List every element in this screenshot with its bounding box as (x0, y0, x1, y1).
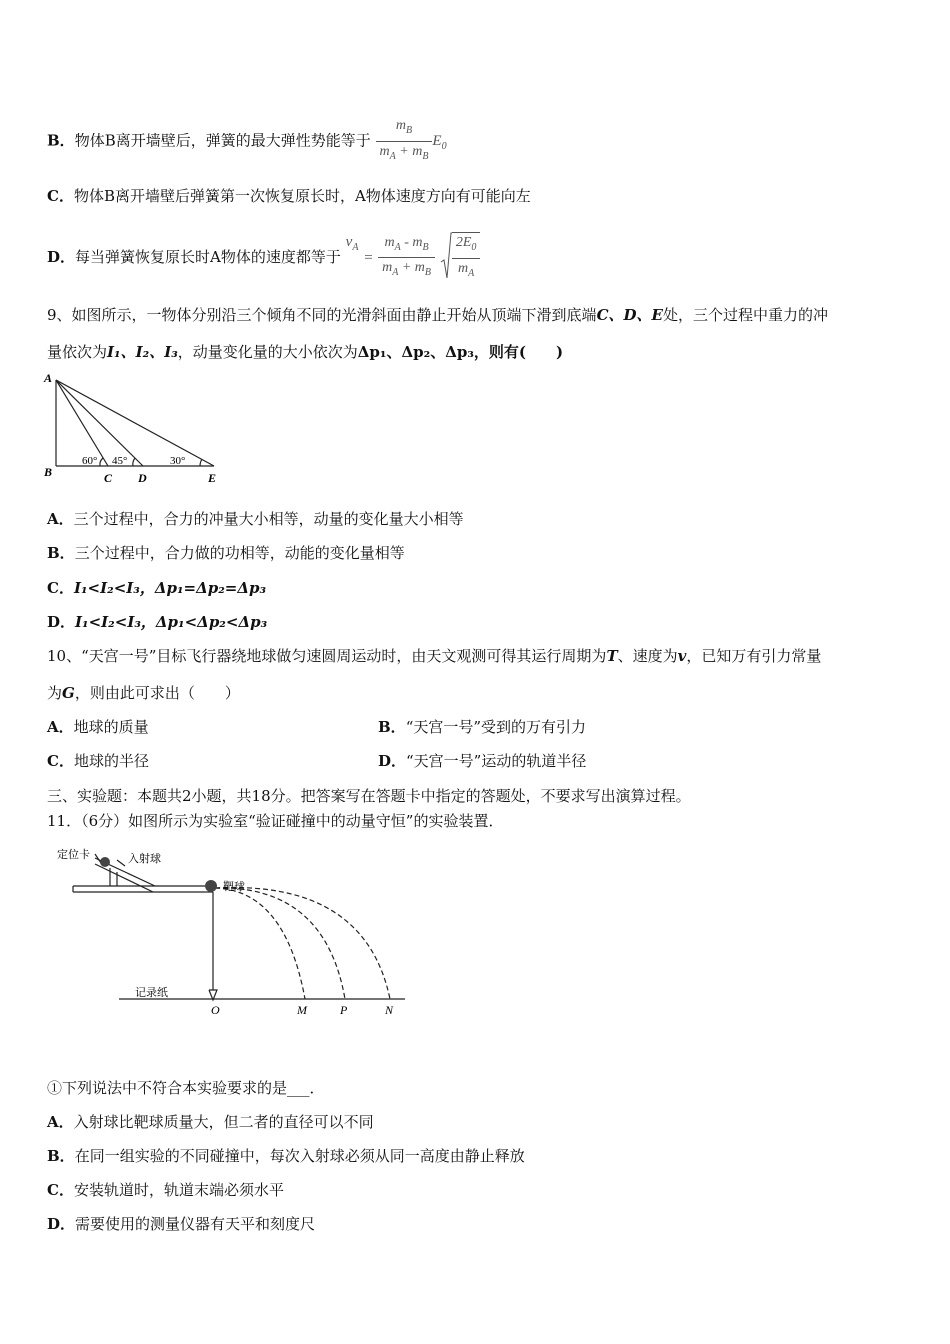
label-c: C (104, 471, 113, 485)
label-e: E (208, 471, 217, 485)
q11-sub-question-1: ①下列说法中不符合本实验要求的是___． (47, 1079, 325, 1097)
label-target-ball: 靶球 (223, 881, 245, 893)
label-record-paper: 记录纸 (135, 987, 168, 999)
equals-sign: = (363, 249, 374, 266)
energy-symbol: $E_0$ (432, 133, 447, 153)
label-n: N (385, 1003, 394, 1017)
q8-option-b (47, 116, 447, 167)
radical-sign-icon (440, 232, 452, 280)
label-d: D (138, 471, 147, 485)
energy-fraction: $\frac{m_B}{m_A + m_B}$ (376, 116, 433, 167)
mass-fraction: $\frac{m_A - m_B}{m_A + m_B}$ (378, 233, 435, 284)
square-root: $\frac{2E_0}{m_A}$ (440, 232, 481, 284)
q11-stem: 11．（6分）如图所示为实验室“验证碰撞中的动量守恒”的实验装置． (47, 812, 504, 830)
section-three-heading: 三、实验题：本题共2小题，共18分。把答案写在答题卡中指定的答题处，不要求写出演算过程。 (47, 787, 691, 805)
option-text: 物体B离开墙壁后弹簧第一次恢复原长时，A物体速度方向有可能向左 (73, 187, 531, 205)
q9-option-b: B．三个过程中，合力做的功相等，动能的变化量相等 (47, 544, 405, 562)
label-a: A (44, 371, 53, 385)
q10-stem-line2: 为G，则由此可求出（ ） (47, 684, 240, 702)
velocity-symbol: $v_A$ (345, 234, 359, 253)
label-p: P (340, 1003, 348, 1017)
q9-option-c: C．I₁<I₂<I₃，Δp₁=Δp₂=Δp₃ (47, 579, 267, 597)
q11-option-b: B．在同一组实验的不同碰撞中，每次入射球必须从同一高度由静止释放 (47, 1147, 525, 1165)
option-label: B． (47, 131, 75, 150)
angle-30: 30° (170, 455, 186, 467)
q10-option-a: A．地球的质量 (47, 718, 149, 736)
q10-option-d: D．“天宫一号”运动的轨道半径 (378, 752, 587, 770)
label-locator: 定位卡 (57, 849, 90, 861)
label-o: O (211, 1003, 220, 1017)
option-label: D． (47, 247, 76, 266)
incident-ball-icon (100, 857, 110, 867)
q11-option-a: A．入射球比靶球质量大，但二者的直径可以不同 (47, 1113, 374, 1131)
label-incident-ball: 入射球 (128, 853, 161, 865)
label-b: B (44, 465, 53, 479)
collision-apparatus-diagram (55, 840, 415, 1025)
label-m: M (297, 1003, 307, 1017)
target-ball-icon (205, 880, 217, 892)
q8-option-c (47, 186, 531, 206)
q9-option-d: D．I₁<I₂<I₃，Δp₁<Δp₂<Δp₃ (47, 613, 268, 631)
q10-option-b: B．“天宫一号”受到的万有引力 (378, 718, 587, 736)
q11-option-d: D．需要使用的测量仪器有天平和刻度尺 (47, 1215, 316, 1233)
incline-diagram (40, 370, 230, 488)
q8-option-d (47, 232, 480, 284)
q9-stem-line2: 量依次为I₁、I₂、I₃，动量变化量的大小依次为Δp₁、Δp₂、Δp₃，则有( ) (47, 343, 564, 361)
angle-60: 60° (82, 455, 98, 467)
option-text: 每当弹簧恢复原长时A物体的速度都等于 (75, 247, 341, 266)
q9-option-a: A．三个过程中，合力的冲量大小相等，动量的变化量大小相等 (47, 510, 464, 528)
option-text: 物体B离开墙壁后，弹簧的最大弹性势能等于 (74, 131, 371, 150)
q10-option-c: C．地球的半径 (47, 752, 149, 770)
q9-stem-line1: 9、如图所示，一物体分别沿三个倾角不同的光滑斜面由静止开始从顶端下滑到底端C、D、E处，三个过程中重力的冲 (47, 306, 828, 324)
angle-45: 45° (112, 455, 128, 467)
q10-stem-line1: 10、“天宫一号”目标飞行器绕地球做匀速圆周运动时，由天文观测可得其运行周期为T、速度为v，已知万有引力常量 (47, 647, 822, 665)
option-label: C． (47, 187, 74, 205)
q11-option-c: C．安装轨道时，轨道末端必须水平 (47, 1181, 284, 1199)
